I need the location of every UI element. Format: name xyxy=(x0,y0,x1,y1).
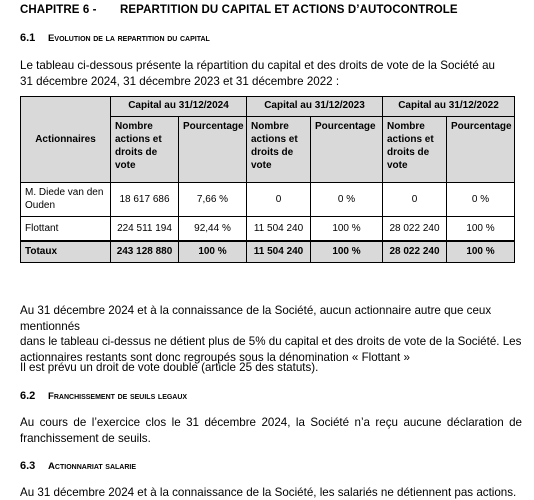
chapter-title: REPARTITION DU CAPITAL ET ACTIONS D’AUTOCONTROLE xyxy=(120,4,458,16)
table-cell: 28 022 240 xyxy=(383,217,447,241)
subheader-percentage: Pourcentage xyxy=(179,117,247,183)
group-header-2024: Capital au 31/12/2024 xyxy=(111,97,247,117)
group-header-2023: Capital au 31/12/2023 xyxy=(247,97,383,117)
holder-column-header: Actionnaires xyxy=(21,97,111,183)
section-number: 6.2 xyxy=(20,390,36,402)
table-cell: 18 617 686 xyxy=(111,183,179,217)
subheader-shares: Nombre actions et droits de vote xyxy=(111,117,179,183)
holder-name: M. Diede van den Ouden xyxy=(21,183,111,217)
table-header-row xyxy=(21,97,515,117)
intro-line-1: Le tableau ci-dessous présente la répartition du capital et des droits de vote de la Société au xyxy=(20,59,495,72)
table-cell: 7,66 % xyxy=(179,183,247,217)
table-cell: 92,44 % xyxy=(179,217,247,241)
group-header-2022: Capital au 31/12/2022 xyxy=(383,97,515,117)
thresholds-paragraph: Au cours de l’exercice clos le 31 décembre 2024, la Société n’a reçu aucune déclaration de franchissement de seuils. xyxy=(20,416,522,445)
double-vote-paragraph: Il est prévu un droit de vote double (article 25 des statuts). xyxy=(20,361,319,374)
table-cell: 100 % xyxy=(179,241,247,263)
table-cell: 0 xyxy=(383,183,447,217)
total-label: Totaux xyxy=(21,241,111,263)
table-row xyxy=(21,217,515,241)
section-heading-6-1 xyxy=(20,32,210,44)
table-cell: 11 504 240 xyxy=(247,217,311,241)
section-title: Actionnariat salarie xyxy=(48,461,137,472)
table-cell: 243 128 880 xyxy=(111,241,179,263)
subheader-shares: Nombre actions et droits de vote xyxy=(247,117,311,183)
table-cell: 224 511 194 xyxy=(111,217,179,241)
table-row xyxy=(21,183,515,217)
chapter-number: CHAPITRE 6 - xyxy=(20,4,97,16)
table-cell: 0 xyxy=(247,183,311,217)
subheader-percentage: Pourcentage xyxy=(311,117,383,183)
subheader-percentage: Pourcentage xyxy=(447,117,515,183)
table-cell: 0 % xyxy=(447,183,515,217)
table-total-row xyxy=(21,241,515,263)
section-number: 6.1 xyxy=(20,32,36,44)
table-cell: 28 022 240 xyxy=(383,241,447,263)
section-heading-6-3 xyxy=(20,460,136,472)
table-cell: 100 % xyxy=(447,241,515,263)
table-cell: 11 504 240 xyxy=(247,241,311,263)
table-cell: 0 % xyxy=(311,183,383,217)
section-title: Franchissement de seuils legaux xyxy=(48,391,188,402)
table-cell: 100 % xyxy=(447,217,515,241)
note-line-2: dans le tableau ci-dessus ne détient plus de 5% du capital et des droits de vote de la Société. Les xyxy=(20,335,522,348)
section-heading-6-2 xyxy=(20,390,187,402)
subheader-shares: Nombre actions et droits de vote xyxy=(383,117,447,183)
capital-distribution-table xyxy=(20,96,515,263)
shareholder-note-paragraph xyxy=(20,303,522,365)
note-line-1: Au 31 décembre 2024 et à la connaissance de la Société, aucun actionnaire autre que ceux mentionnés xyxy=(20,304,492,333)
intro-line-2: 31 décembre 2024, 31 décembre 2023 et 31 décembre 2022 : xyxy=(20,74,340,88)
chapter-heading xyxy=(20,4,458,16)
section-number: 6.3 xyxy=(20,460,36,472)
table-cell: 100 % xyxy=(311,241,383,263)
employee-shareholding-paragraph: Au 31 décembre 2024 et à la connaissance de la Société, les salariés ne détiennent pas actions. xyxy=(20,486,517,499)
note-line-3: actionnaires restants sont donc regroupés sous la dénomination « Flottant » xyxy=(20,350,410,364)
holder-name: Flottant xyxy=(21,217,111,241)
intro-paragraph xyxy=(20,58,522,89)
section-title: Evolution de la repartition du capital xyxy=(48,33,210,44)
table-cell: 100 % xyxy=(311,217,383,241)
